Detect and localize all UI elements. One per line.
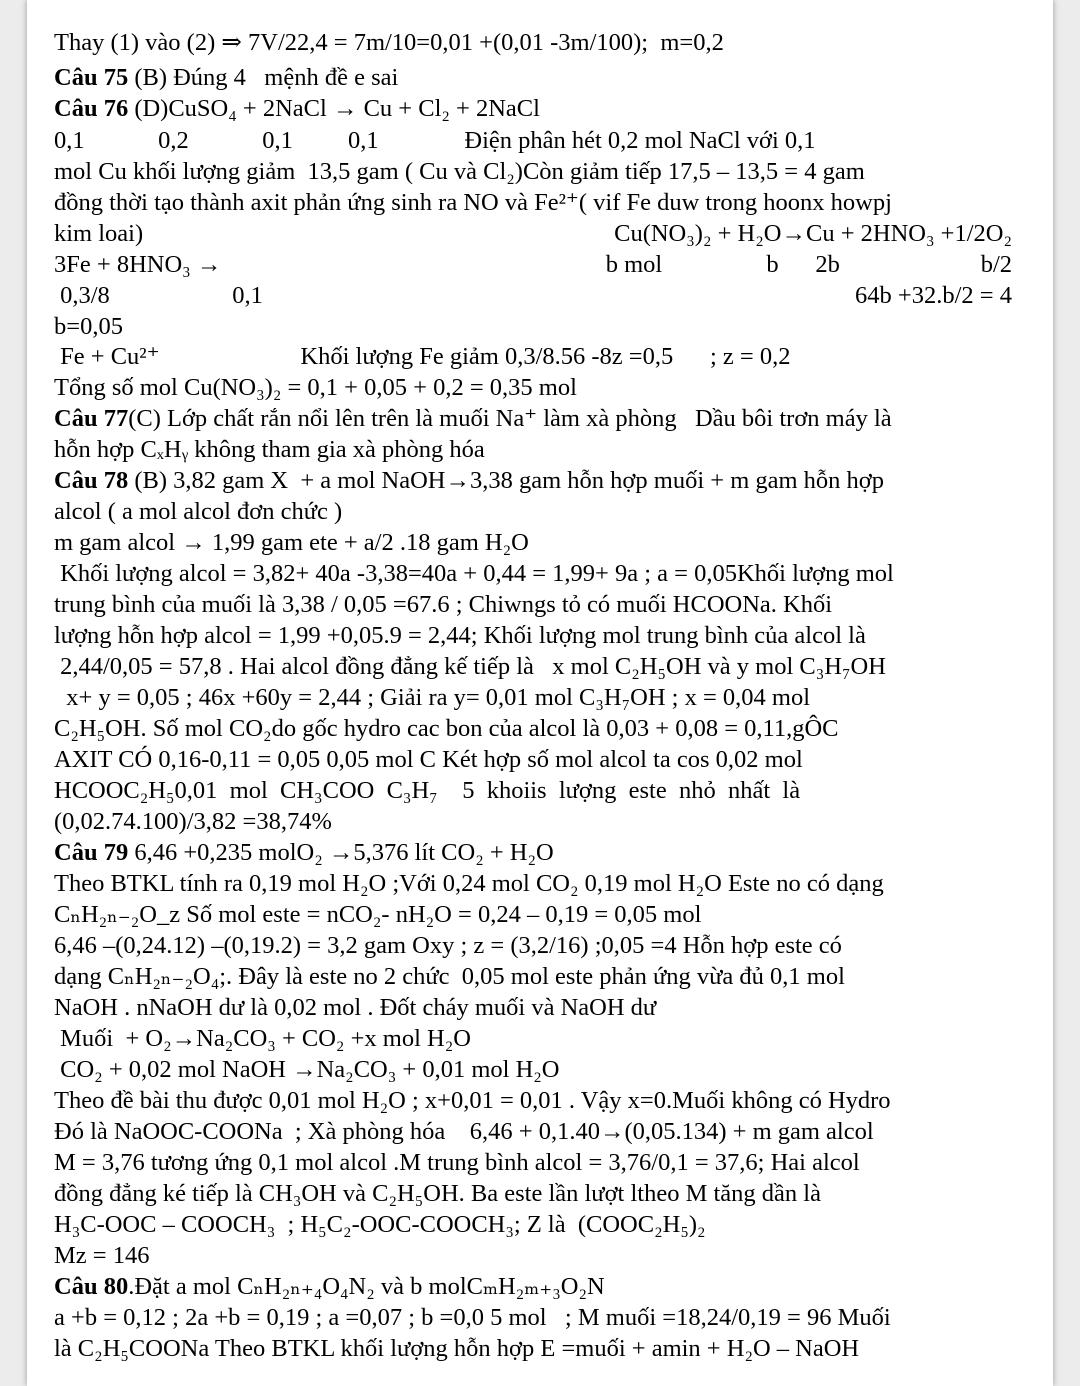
text-line	[54, 94, 1012, 125]
text-line	[54, 312, 1012, 343]
line-text-right: Cu(NO₃)₂ + H₂O→Cu + 2HNO₃ +1/2O₂	[614, 220, 1012, 247]
text-line	[54, 219, 1012, 250]
line-text: C₂H₅OH. Số mol CO₂do gốc hydro cac bon của alcol là 0,03 + 0,08 = 0,11,gÔC	[54, 715, 839, 742]
text-line	[54, 373, 1012, 404]
text-line	[54, 281, 1012, 312]
line-text: NaOH . nNaOH dư là 0,02 mol . Đốt cháy muối và NaOH dư	[54, 994, 657, 1021]
text-line	[54, 497, 1012, 528]
text-line	[54, 714, 1012, 745]
line-text: x+ y = 0,05 ; 46x +60y = 2,44 ; Giải ra y= 0,01 mol C₃H₇OH ; x = 0,04 mol	[54, 684, 811, 711]
line-text: Theo đề bài thu được 0,01 mol H₂O ; x+0,01 = 0,01 . Vậy x=0.Muối không có Hydro	[54, 1087, 891, 1114]
text-line	[54, 1024, 1012, 1055]
line-text: (B) 3,82 gam X + a mol NaOH→3,38 gam hỗn hợp muối + m gam hỗn hợp	[128, 467, 885, 494]
line-text: 6,46 +0,235 molO₂ →5,376 lít CO₂ + H₂O	[128, 839, 554, 866]
question-number: Câu 77	[54, 405, 129, 432]
line-text: b=0,05	[54, 313, 123, 340]
line-text: dạng CₙH₂ₙ₋₂O₄;. Đây là este no 2 chức 0,05 mol este phản ứng vừa đủ 0,1 mol	[54, 963, 845, 990]
text-line	[54, 435, 1012, 466]
text-line	[54, 466, 1012, 497]
text-line	[54, 931, 1012, 962]
line-text: đồng thời tạo thành axit phản ứng sinh ra NO và Fe²⁺( vif Fe duw trong hoonx howpj	[54, 189, 892, 216]
text-line	[54, 559, 1012, 590]
line-text: CO₂ + 0,02 mol NaOH →Na₂CO₃ + 0,01 mol H₂O	[54, 1056, 560, 1083]
line-text: trung bình của muối là 3,38 / 0,05 =67.6 ; Chiwngs tỏ có muối HCOONa. Khối	[54, 591, 833, 618]
text-line	[54, 869, 1012, 900]
line-text: Tổng số mol Cu(NO₃)₂ = 0,1 + 0,05 + 0,2 = 0,35 mol	[54, 374, 577, 401]
line-text: Fe + Cu²⁺ Khối lượng Fe giảm 0,3/8.56 -8z =0,5 ; z = 0,2	[54, 343, 791, 370]
text-line	[54, 1086, 1012, 1117]
question-number: Câu 80	[54, 1273, 129, 1300]
text-line	[54, 683, 1012, 714]
line-text: 3Fe + 8HNO₃ →	[54, 251, 222, 278]
line-text: 0,3/8 0,1	[54, 282, 263, 309]
line-text: HCOOC₂H₅0,01 mol CH₃COO C₃H₇ 5 khoiis lượng este nhỏ nhất là	[54, 777, 801, 804]
line-text: Thay (1) vào (2) ⇒ 7V/22,4 = 7m/10=0,01 +(0,01 -3m/100); m=0,2	[54, 29, 724, 56]
text-line	[54, 250, 1012, 281]
text-line	[54, 652, 1012, 683]
line-text: (B) Đúng 4 mệnh đề e sai	[128, 64, 399, 91]
line-text: alcol ( a mol alcol đơn chức )	[54, 498, 343, 525]
line-text: 2,44/0,05 = 57,8 . Hai alcol đồng đẳng kế tiếp là x mol C₂H₅OH và y mol C₃H₇OH	[54, 653, 886, 680]
line-text-right: 64b +32.b/2 = 4	[855, 282, 1012, 309]
text-line	[54, 621, 1012, 652]
text-line	[54, 28, 1012, 59]
line-text: Đó là NaOOC-COONa ; Xà phòng hóa 6,46 + 0,1.40→(0,05.134) + m gam alcol	[54, 1118, 874, 1145]
line-text: Khối lượng alcol = 3,82+ 40a -3,38=40a + 0,44 = 1,99+ 9a ; a = 0,05Khối lượng mol	[54, 560, 894, 587]
line-text: .Đặt a mol CₙH₂ₙ₊₄O₄N₂ và b molCₘH₂ₘ₊₃O₂N	[128, 1273, 605, 1300]
question-number: Câu 76	[54, 95, 129, 122]
text-line	[54, 993, 1012, 1024]
line-text: 0,1 0,2 0,1 0,1 Điện phân hét 0,2 mol NaCl với 0,1	[54, 127, 816, 154]
text-line	[54, 1303, 1012, 1334]
line-text: lượng hỗn hợp alcol = 1,99 +0,05.9 = 2,44; Khối lượng mol trung bình của alcol là	[54, 622, 866, 649]
question-number: Câu 79	[54, 839, 129, 866]
text-line	[54, 126, 1012, 157]
line-text: 6,46 –(0,24.12) –(0,19.2) = 3,2 gam Oxy ; z = (3,2/16) ;0,05 =4 Hỗn hợp este có	[54, 932, 842, 959]
text-line	[54, 1117, 1012, 1148]
line-text: Mz = 146	[54, 1242, 150, 1269]
line-text: M = 3,76 tương ứng 0,1 mol alcol .M trung bình alcol = 3,76/0,1 = 37,6; Hai alcol	[54, 1149, 860, 1176]
text-line	[54, 900, 1012, 931]
line-text: hỗn hợp CₓHᵧ không tham gia xà phòng hóa	[54, 436, 485, 463]
line-text: là C₂H₅COONa Theo BTKL khối lượng hỗn hợp E =muối + amin + H₂O – NaOH	[54, 1335, 860, 1362]
text-line	[54, 157, 1012, 188]
text-line	[54, 1179, 1012, 1210]
line-text-right: b mol b 2b b/2	[605, 251, 1012, 278]
text-line	[54, 342, 1012, 373]
text-line	[54, 1272, 1012, 1303]
text-line	[54, 404, 1012, 435]
text-line	[54, 63, 1012, 94]
line-text: H₃C-OOC – COOCH₃ ; H₅C₂-OOC-COOCH₃; Z là (COOC₂H₅)₂	[54, 1211, 706, 1238]
text-line	[54, 590, 1012, 621]
question-number: Câu 78	[54, 467, 129, 494]
text-line	[54, 1148, 1012, 1179]
text-line	[54, 745, 1012, 776]
line-text: (C) Lớp chất rắn nổi lên trên là muối Na⁺ làm xà phòng Dầu bôi trơn máy là	[128, 405, 892, 432]
text-line	[54, 1055, 1012, 1086]
text-line	[54, 962, 1012, 993]
line-text: m gam alcol → 1,99 gam ete + a/2 .18 gam H₂O	[54, 529, 529, 556]
line-text: CₙH₂ₙ₋₂O_z Số mol este = nCO₂- nH₂O = 0,24 – 0,19 = 0,05 mol	[54, 901, 702, 928]
line-text: (D)CuSO₄ + 2NaCl → Cu + Cl₂ + 2NaCl	[128, 95, 540, 122]
line-text: AXIT CÓ 0,16-0,11 = 0,05 0,05 mol C Két hợp số mol alcol ta cos 0,02 mol	[54, 746, 803, 773]
text-line	[54, 838, 1012, 869]
text-line	[54, 1210, 1012, 1241]
line-text: Muối + O₂→Na₂CO₃ + CO₂ +x mol H₂O	[54, 1025, 471, 1052]
text-line	[54, 1241, 1012, 1272]
line-text: kim loai)	[54, 220, 144, 247]
line-text: mol Cu khối lượng giảm 13,5 gam ( Cu và Cl₂)Còn giảm tiếp 17,5 – 13,5 = 4 gam	[54, 158, 865, 185]
text-line	[54, 188, 1012, 219]
question-number: Câu 75	[54, 64, 129, 91]
text-line	[54, 528, 1012, 559]
line-text: a +b = 0,12 ; 2a +b = 0,19 ; a =0,07 ; b =0,0 5 mol ; M muối =18,24/0,19 = 96 Muối	[54, 1304, 891, 1331]
line-text: (0,02.74.100)/3,82 =38,74%	[54, 808, 332, 835]
text-line	[54, 776, 1012, 807]
text-line	[54, 1334, 1012, 1365]
text-line	[54, 807, 1012, 838]
line-text: Theo BTKL tính ra 0,19 mol H₂O ;Với 0,24 mol CO₂ 0,19 mol H₂O Este no có dạng	[54, 870, 884, 897]
line-text: đồng đẳng ké tiếp là CH₃OH và C₂H₅OH. Ba este lần lượt ltheo M tăng dần là	[54, 1180, 821, 1207]
